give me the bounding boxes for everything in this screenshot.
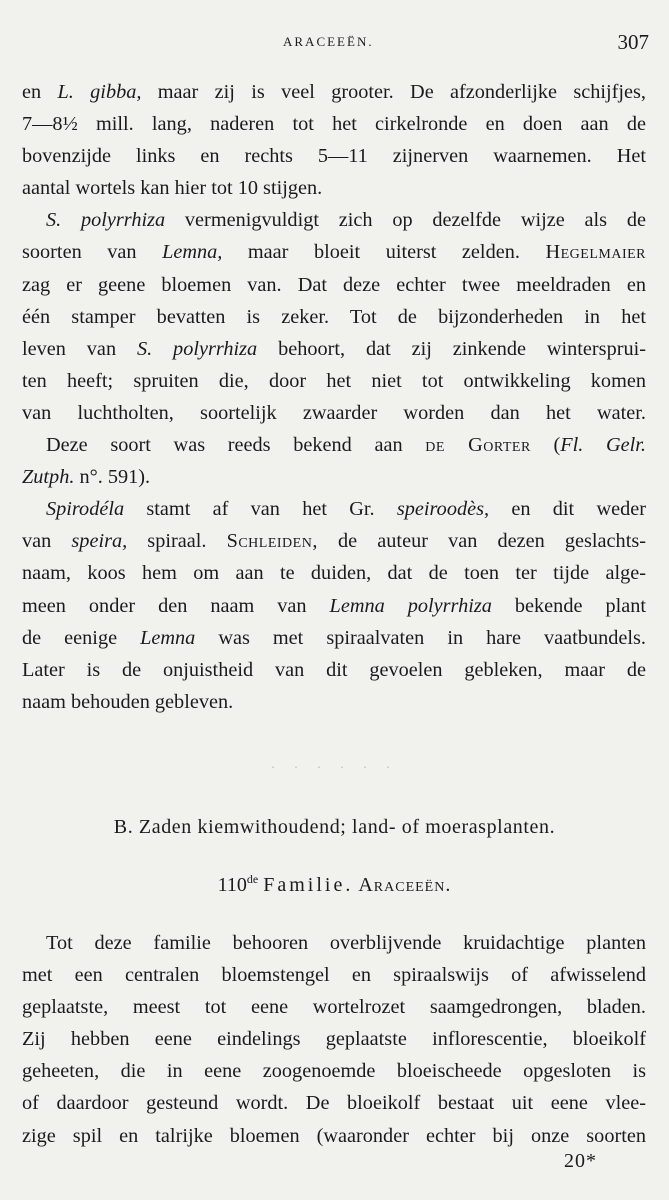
text-segment: bekende plant	[491, 594, 647, 617]
text-line	[22, 461, 646, 493]
small-caps-name: de Gorter	[425, 434, 531, 457]
italic-text: Lemna polyrrhiza	[329, 594, 492, 617]
text-line	[22, 172, 646, 204]
text-line	[22, 108, 646, 140]
text-segment: naam, koos hem om aan te duiden, dat de toen ter tijde alge-	[22, 562, 646, 585]
paragraph-block-araceeen	[22, 927, 646, 1152]
text-line	[22, 557, 646, 589]
text-segment: aantal wortels kan hier tot 10 stijgen.	[22, 177, 323, 200]
text-line	[22, 397, 646, 429]
italic-text: S. polyrrhiza	[136, 337, 258, 360]
text-line	[22, 1087, 646, 1119]
text-segment: geplaatste, meest tot eene wortelrozet saamgedrongen, bladen.	[22, 996, 646, 1019]
text-line	[22, 301, 646, 333]
text-segment: soorten van	[22, 241, 163, 264]
text-line	[22, 236, 646, 268]
text-line	[22, 429, 646, 461]
italic-text: Lemna	[140, 626, 196, 649]
italic-text: Lemna,	[162, 241, 223, 264]
text-segment: van luchtholten, soortelijk zwaarder worden dan het water.	[22, 401, 646, 424]
text-line	[22, 590, 646, 622]
text-segment: was met spiraalvaten in hare vaatbundels.	[195, 626, 646, 649]
family-number-superscript: de	[246, 872, 259, 886]
text-segment: en dit weder	[489, 498, 646, 521]
text-segment: Later is de onjuistheid van dit gevoelen gebleken, maar de	[22, 658, 646, 681]
italic-text: Spirodéla	[46, 498, 125, 521]
paragraph-block-spirodela	[22, 76, 646, 718]
text-segment: zag er geene bloemen van. Dat deze echter twee meeldraden en	[22, 273, 646, 296]
small-caps-name: Hegelmaier	[545, 241, 646, 264]
text-segment: Tot deze familie behooren overblijvende kruidachtige planten	[46, 932, 646, 954]
italic-text: Fl. Gelr.	[560, 434, 646, 457]
text-line	[22, 140, 646, 172]
text-line	[22, 525, 646, 557]
text-line	[22, 204, 646, 236]
text-segment: behoort, dat zij zinkende wintersprui-	[257, 337, 646, 360]
family-number: 110	[217, 874, 247, 896]
text-segment: en	[22, 81, 58, 103]
text-line	[22, 1023, 646, 1055]
text-segment: n°. 591).	[74, 466, 151, 489]
text-line	[22, 493, 646, 525]
text-segment: geheeten, die in eene zoogenoemde bloeischeede opgesloten is	[22, 1060, 646, 1083]
text-segment: Zij hebben eene eindelings geplaatste inflorescentie, bloeikolf	[22, 1028, 646, 1051]
text-segment: meen onder den naam van	[22, 594, 330, 617]
text-line	[22, 1120, 646, 1152]
italic-text: L. gibba,	[57, 81, 142, 103]
text-segment: de auteur van dezen geslachts-	[317, 530, 646, 553]
page-number: 307	[617, 30, 649, 54]
section-heading: B. Zaden kiemwithoudend; land- of moerasplanten.	[113, 816, 556, 838]
text-line	[22, 654, 646, 686]
text-segment: zige spil en talrijke bloemen (waaronder echter bij onze soorten	[22, 1124, 646, 1147]
text-segment: leven van	[22, 337, 137, 360]
family-word: Familie.	[263, 874, 354, 896]
italic-text: speiroodès,	[396, 498, 490, 521]
text-line	[22, 959, 646, 991]
text-line	[22, 365, 646, 397]
text-line	[22, 927, 646, 959]
family-heading	[0, 872, 669, 897]
text-line	[22, 1055, 646, 1087]
italic-text: S. polyrrhiza	[46, 209, 166, 232]
section-separator: . . . . . .	[271, 757, 398, 772]
text-segment: 7—8½ mill. lang, naderen tot het cirkelronde en doen aan de	[22, 113, 646, 136]
text-segment: of daardoor gesteund wordt. De bloeikolf bestaat uit eene vlee-	[22, 1092, 646, 1115]
text-segment: naam behouden gebleven.	[22, 690, 234, 713]
italic-text: Zutph.	[22, 466, 75, 489]
small-caps-name: Schleiden,	[226, 530, 318, 553]
text-line	[22, 622, 646, 654]
text-segment: vermenigvuldigt zich op dezelfde wijze als de	[165, 209, 646, 232]
text-segment: maar bloeit uiterst zelden.	[222, 241, 546, 264]
text-line	[22, 269, 646, 301]
text-segment: stamt af van het Gr.	[124, 498, 397, 521]
text-line	[22, 991, 646, 1023]
text-segment: Deze soort was reeds bekend aan	[46, 434, 426, 457]
text-segment: ten heeft; spruiten die, door het niet tot ontwikkeling komen	[22, 369, 646, 392]
text-line	[22, 686, 646, 718]
family-name: Araceeën.	[358, 874, 452, 896]
page-header	[0, 30, 669, 60]
text-line	[22, 333, 646, 365]
text-line	[22, 76, 646, 108]
text-segment: met een centralen bloemstengel en spiraalswijs of afwisselend	[22, 964, 646, 987]
text-segment: maar zij is veel grooter. De afzonderlijke schijfjes,	[141, 81, 646, 103]
text-segment: van	[22, 530, 72, 553]
italic-text: speira,	[71, 530, 128, 553]
signature-mark: 20*	[564, 1150, 597, 1172]
text-segment: één stamper bevatten is zeker. Tot de bijzonderheden in het	[22, 305, 646, 328]
text-segment: de eenige	[22, 626, 141, 649]
running-head: ARACEEËN.	[283, 34, 374, 49]
text-segment: (	[530, 434, 561, 457]
text-segment: bovenzijde links en rechts 5—11 zijnerven waarnemen. Het	[22, 145, 646, 168]
text-segment: spiraal.	[127, 530, 227, 553]
